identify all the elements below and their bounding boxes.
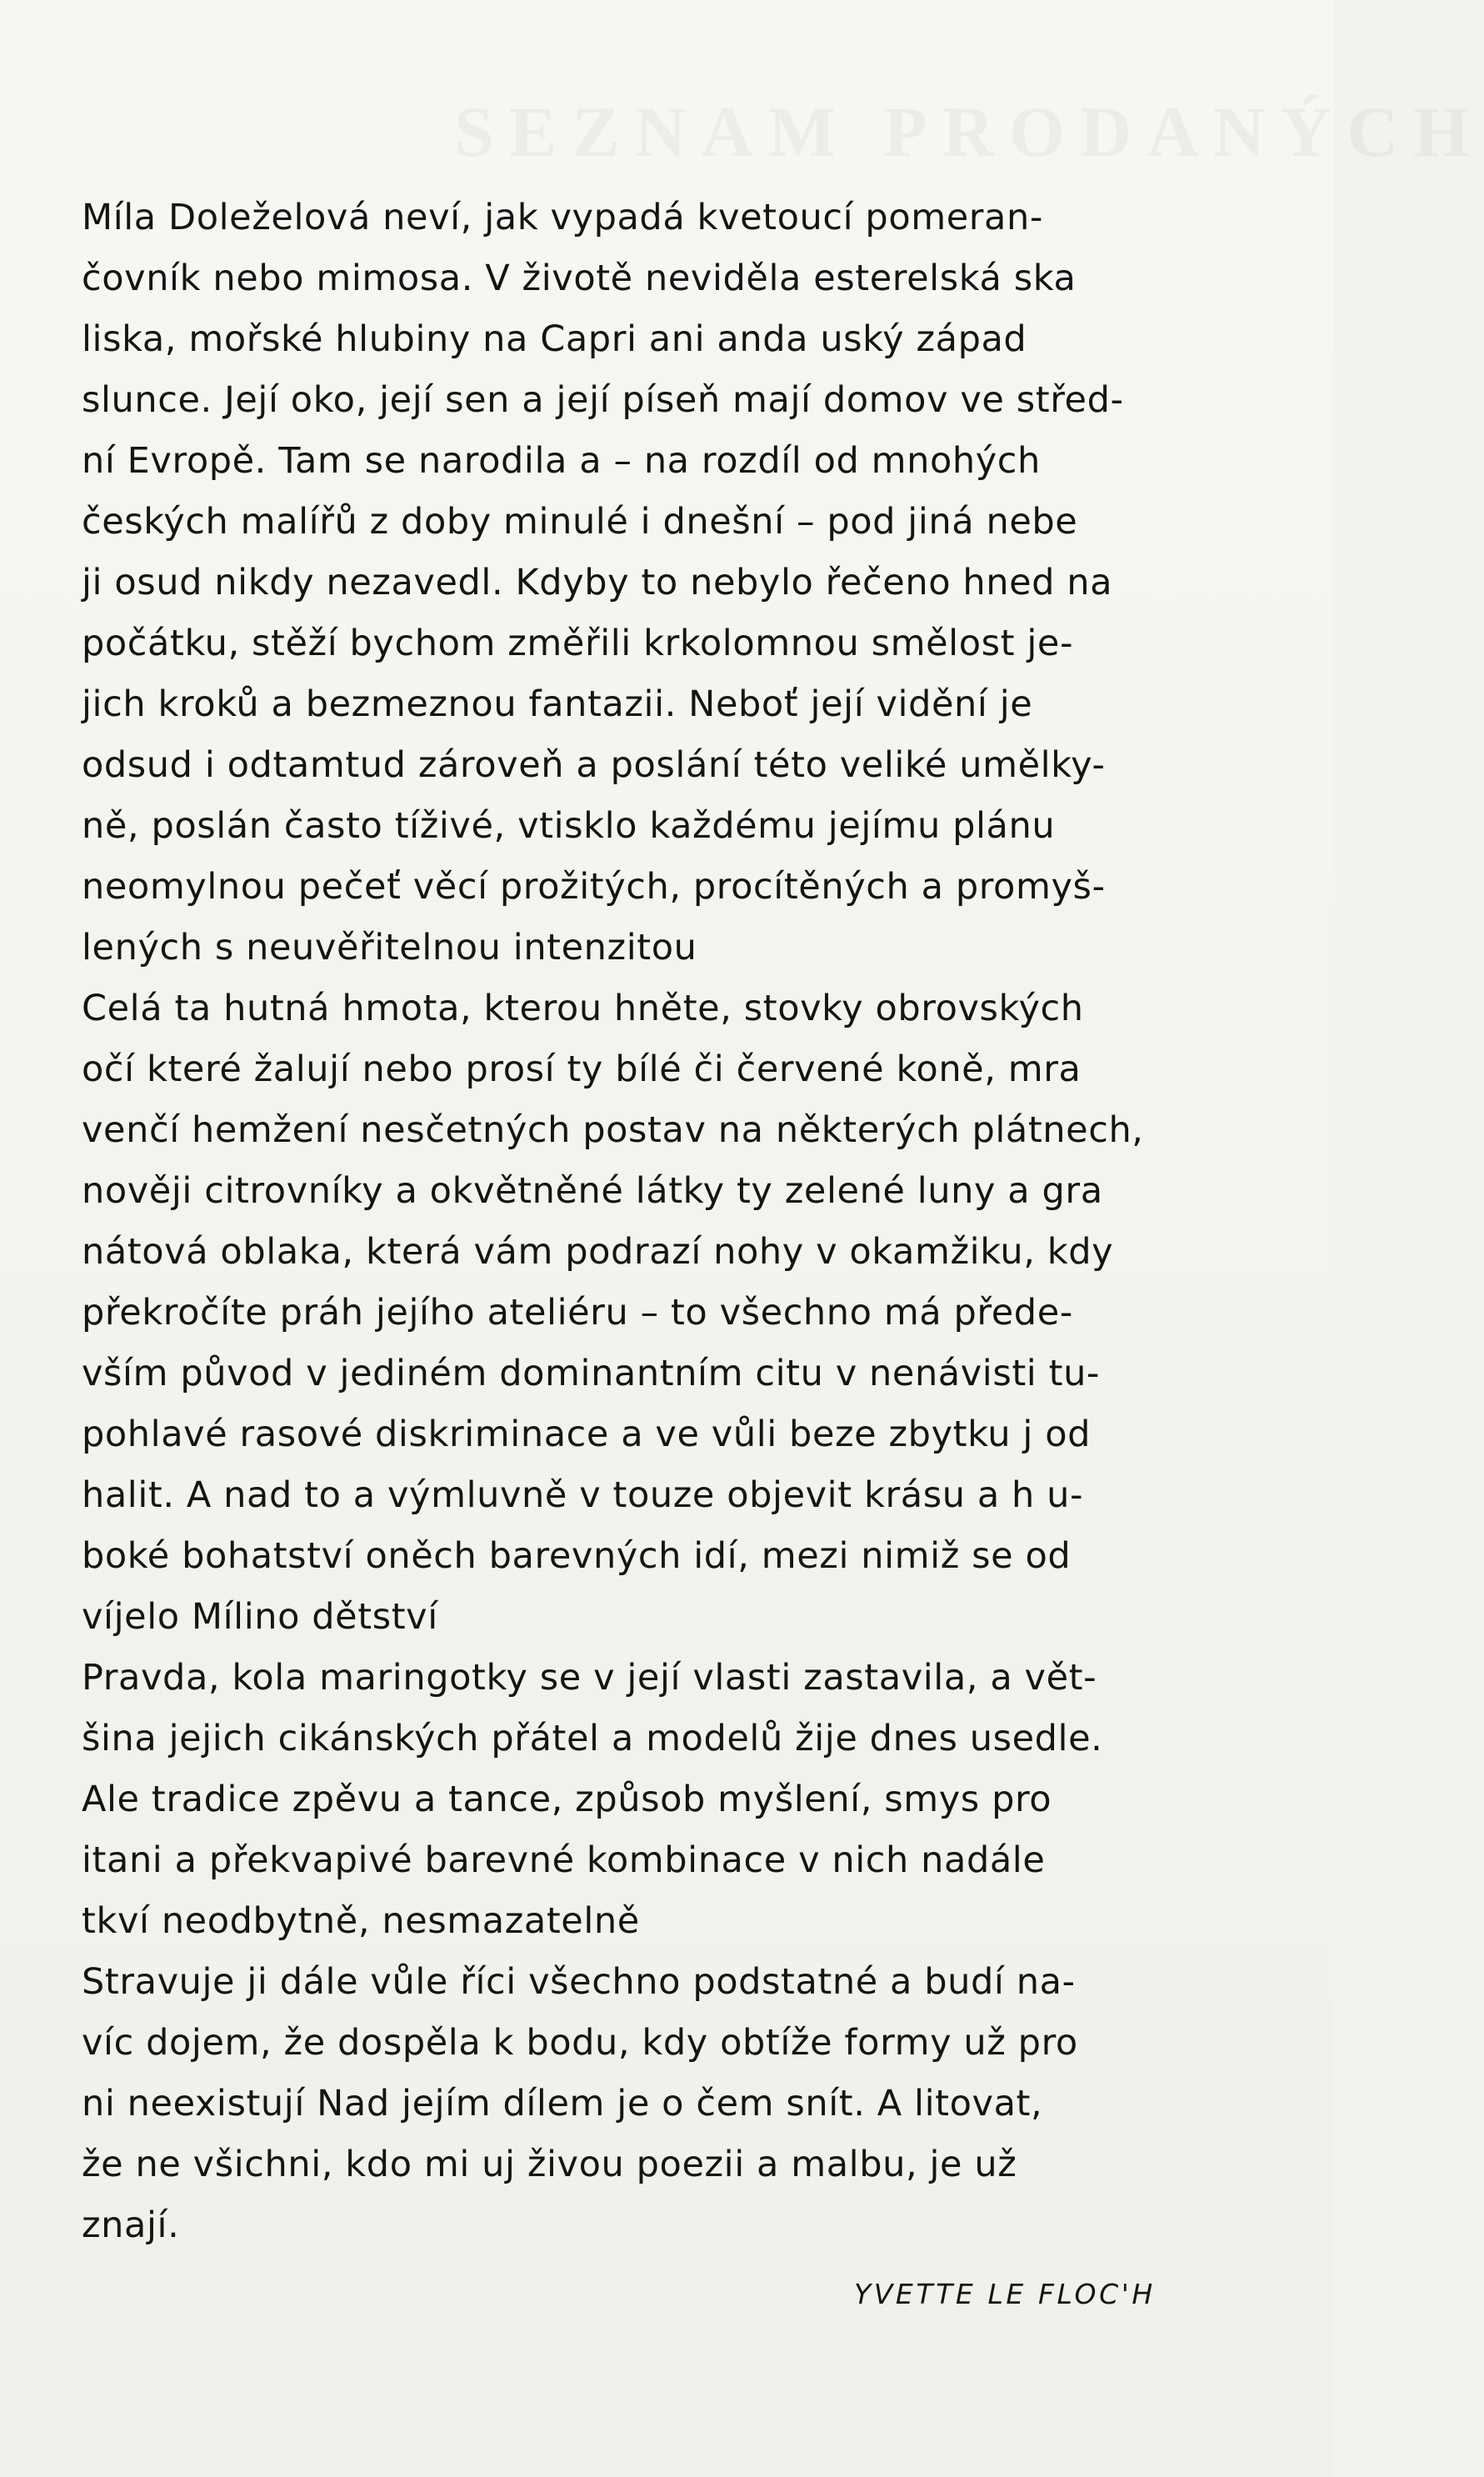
- text-line: itani a překvapivé barevné kombinace v nich nadále: [82, 1839, 1046, 1881]
- text-line: počátku, stěží bychom změřili krkolomnou smělost je-: [82, 623, 1074, 664]
- text-line: ní Evropě. Tam se narodila a – na rozdíl od mnohých: [82, 440, 1041, 482]
- text-line: ni neexistují Nad jejím dílem je o čem snít. A litovat,: [82, 2083, 1043, 2124]
- text-line: odsud i odtamtud zároveň a poslání této veliké umělky-: [82, 744, 1106, 786]
- author-signature: YVETTE LE FLOC'H: [854, 2278, 1156, 2310]
- text-line: Míla Doleželová neví, jak vypadá kvetoucí pomeran-: [82, 197, 1043, 238]
- text-line: Pravda, kola maringotky se v její vlasti zastavila, a vět-: [82, 1657, 1097, 1699]
- text-line: očí které žalují nebo prosí ty bílé či červené koně, mra: [82, 1048, 1082, 1090]
- text-line: slunce. Její oko, její sen a její píseň mají domov ve střed-: [82, 379, 1124, 421]
- text-line: víjelo Mílino dětství: [82, 1596, 438, 1638]
- text-line: že ne všichni, kdo mi uj živou poezii a malbu, je už: [82, 2144, 1017, 2185]
- text-line: halit. A nad to a výmluvně v touze objevit krásu a h u-: [82, 1474, 1084, 1516]
- text-line: Stravuje ji dále vůle říci všechno podstatné a budí na-: [82, 1961, 1076, 2003]
- text-line: boké bohatství oněch barevných idí, mezi nimiž se od: [82, 1535, 1072, 1577]
- faint-show-through-header: SEZNAM PRODANÝCH: [454, 92, 1484, 172]
- text-line: nověji citrovníky a okvětněné látky ty zelené luny a gra: [82, 1170, 1103, 1212]
- text-line: šina jejich cikánských přátel a modelů žije dnes usedle.: [82, 1718, 1103, 1759]
- text-line: víc dojem, že dospěla k bodu, kdy obtíže formy už pro: [82, 2022, 1078, 2064]
- essay-text: [82, 188, 1190, 2256]
- text-line: znají.: [82, 2204, 180, 2246]
- text-line: ně, poslán často tíživé, vtisklo každému jejímu plánu: [82, 805, 1056, 847]
- text-line: lených s neuvěřitelnou intenzitou: [82, 927, 697, 968]
- text-line: jich kroků a bezmeznou fantazii. Neboť její vidění je: [82, 683, 1033, 725]
- text-line: liska, mořské hlubiny na Capri ani anda uský západ: [82, 318, 1027, 360]
- text-line: Ale tradice zpěvu a tance, způsob myšlení, smys pro: [82, 1779, 1052, 1820]
- text-line: vším původ v jediném dominantním citu v nenávisti tu-: [82, 1353, 1101, 1394]
- text-line: neomylnou pečeť věcí prožitých, procítěných a promyš-: [82, 866, 1106, 908]
- text-line: Celá ta hutná hmota, kterou hněte, stovky obrovských: [82, 988, 1084, 1029]
- text-line: venčí hemžení nesčetných postav na některých plátnech,: [82, 1109, 1144, 1151]
- text-line: ji osud nikdy nezavedl. Kdyby to nebylo řečeno hned na: [82, 562, 1113, 603]
- text-line: čovník nebo mimosa. V životě neviděla esterelská ska: [82, 258, 1077, 299]
- text-line: překročíte práh jejího ateliéru – to všechno má přede-: [82, 1292, 1073, 1334]
- text-line: tkví neodbytně, nesmazatelně: [82, 1900, 640, 1942]
- text-line: pohlavé rasové diskriminace a ve vůli beze zbytku j od: [82, 1414, 1091, 1455]
- text-line: českých malířů z doby minulé i dnešní – pod jiná nebe: [82, 501, 1078, 543]
- text-line: nátová oblaka, která vám podrazí nohy v okamžiku, kdy: [82, 1231, 1114, 1273]
